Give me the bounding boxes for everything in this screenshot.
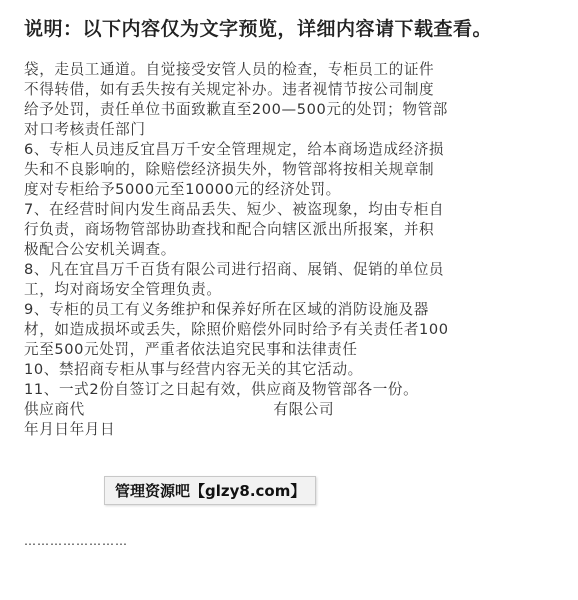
- text-line: 9、专柜的员工有义务维护和保养好所在区域的消防设施及器: [24, 301, 429, 318]
- text-line: 元至500元处罚，严重者依法追究民事和法律责任: [24, 341, 358, 358]
- text-line: 对口考核责任部门: [24, 121, 146, 138]
- text-line: 袋，走员工通道。自觉接受安管人员的检查，专柜员工的证件: [24, 61, 435, 78]
- text-line: 7、在经营时间内发生商品丢失、短少、被盗现象，均由专柜自: [24, 201, 445, 218]
- text-line: 失和不良影响的，除赔偿经济损失外，物管部将按相关规章制: [24, 161, 435, 178]
- text-line: 行负责，商场物管部协助查找和配合向辖区派出所报案，并积: [24, 221, 435, 238]
- text-line: 10、禁招商专柜从事与经营内容无关的其它活动。: [24, 361, 363, 378]
- text-line: 工，均对商场安全管理负责。: [24, 281, 222, 298]
- text-line: 11、一式2份自签订之日起有效，供应商及物管部各一份。: [24, 381, 419, 398]
- text-line: 度对专柜给予5000元至10000元的经济处罚。: [24, 181, 341, 198]
- text-line: 年月日年月日: [24, 421, 116, 438]
- text-line: 6、专柜人员违反宜昌万千安全管理规定，给本商场造成经济损: [24, 141, 445, 158]
- text-line: 给予处罚，责任单位书面致歉直至200—500元的处罚；物管部: [24, 101, 448, 118]
- text-line: 材，如造成损坏或丢失，除照价赔偿外同时给予有关责任者100: [24, 321, 449, 338]
- watermark-label: 管理资源吧【glzy8.com】: [104, 476, 316, 505]
- text-line: 不得转借，如有丢失按有关规定补办。违者视情节按公司制度: [24, 81, 435, 98]
- text-line: 8、凡在宜昌万千百货有限公司进行招商、展销、促销的单位员: [24, 261, 445, 278]
- ellipsis-dots: ……………………: [24, 534, 128, 548]
- text-line: 极配合公安机关调查。: [24, 241, 176, 258]
- document-body: [24, 60, 560, 440]
- preview-notice: 说明：以下内容仅为文字预览，详细内容请下载查看。: [24, 18, 493, 40]
- text-line: 供应商代 有限公司: [24, 401, 335, 418]
